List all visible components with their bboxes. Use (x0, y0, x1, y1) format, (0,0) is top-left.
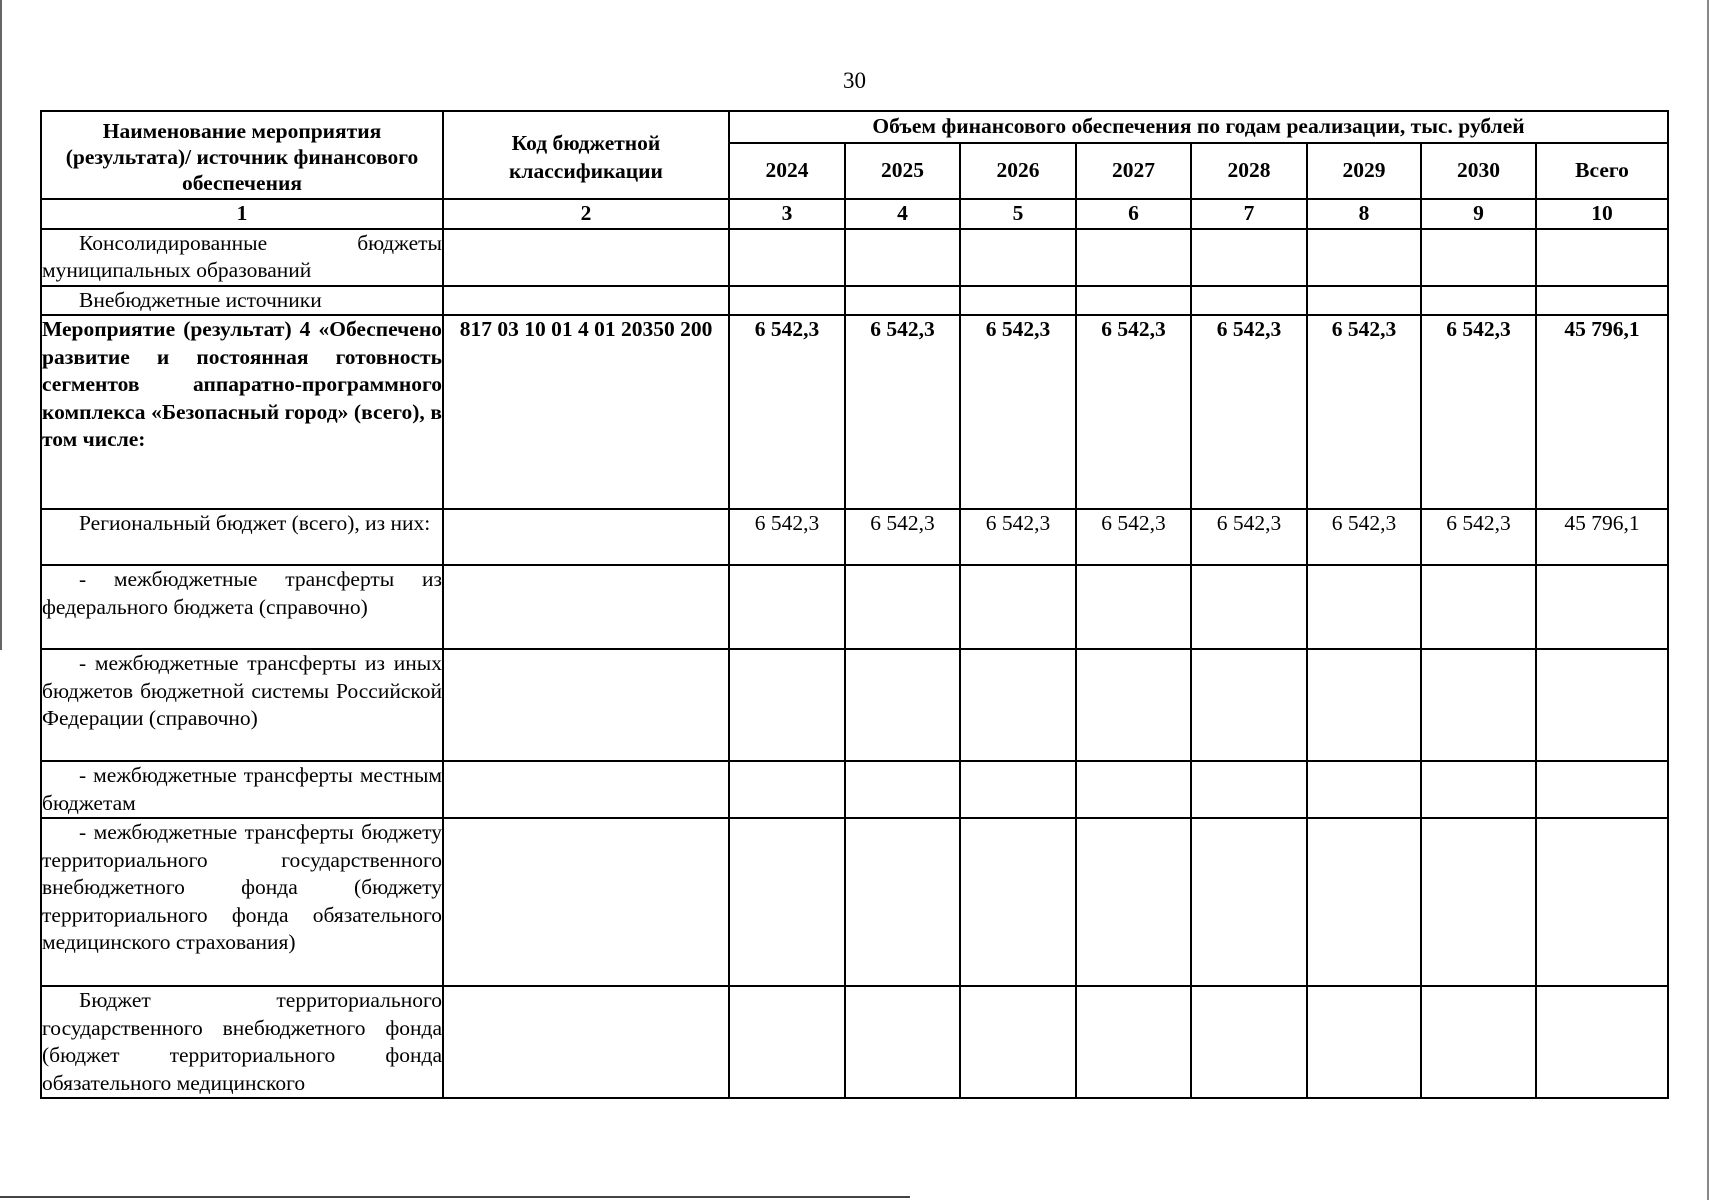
row-value: 6 542,3 (1076, 509, 1191, 565)
table-row (41, 986, 1668, 1098)
row-value (960, 761, 1076, 818)
row-value (1191, 818, 1307, 986)
row-value (1307, 649, 1421, 761)
table-row (41, 649, 1668, 761)
row-value (1421, 986, 1536, 1098)
row-value (1307, 565, 1421, 649)
row-value (960, 649, 1076, 761)
column-number: 6 (1076, 199, 1191, 229)
row-code (443, 565, 729, 649)
header-year: 2029 (1307, 143, 1421, 199)
row-value (1076, 761, 1191, 818)
row-value (1307, 818, 1421, 986)
row-value (1536, 286, 1668, 316)
row-name: Бюджет территориального государственного внебюджетного фонда (бюджет территориального фонда обязательного медицинского (41, 986, 443, 1098)
row-value (1191, 761, 1307, 818)
row-value: 6 542,3 (845, 315, 960, 509)
row-value (1191, 286, 1307, 316)
header-year: 2025 (845, 143, 960, 199)
row-value (1421, 649, 1536, 761)
row-name: Консолидированные бюджеты муниципальных образований (41, 229, 443, 286)
row-code (443, 986, 729, 1098)
column-number: 7 (1191, 199, 1307, 229)
row-value: 45 796,1 (1536, 509, 1668, 565)
row-name: Региональный бюджет (всего), из них: (41, 509, 443, 565)
row-value (1536, 761, 1668, 818)
scan-bottom-line (0, 1196, 910, 1198)
row-code (443, 818, 729, 986)
row-value (1307, 986, 1421, 1098)
row-value (1536, 649, 1668, 761)
row-value (1307, 286, 1421, 316)
row-value (1421, 565, 1536, 649)
row-value (1191, 986, 1307, 1098)
row-name: - межбюджетные трансферты бюджету территориального государственного внебюджетного фонда (бюджету территориального фонда обязательного медицинского страхования) (41, 818, 443, 986)
row-code (443, 761, 729, 818)
scan-left-edge (0, 0, 2, 650)
row-value (1191, 565, 1307, 649)
financing-table (40, 110, 1669, 1099)
row-value (729, 229, 845, 286)
table-row (41, 565, 1668, 649)
row-value: 6 542,3 (729, 315, 845, 509)
column-number: 9 (1421, 199, 1536, 229)
table-row (41, 229, 1668, 286)
header-code: Код бюджетной классификации (443, 111, 729, 199)
row-value (729, 986, 845, 1098)
row-value: 6 542,3 (1076, 315, 1191, 509)
row-value (1076, 286, 1191, 316)
row-value (1536, 565, 1668, 649)
page-number: 30 (843, 68, 866, 93)
row-value (1076, 818, 1191, 986)
row-value (729, 286, 845, 316)
row-value (1536, 229, 1668, 286)
row-value (1307, 761, 1421, 818)
row-value (1076, 229, 1191, 286)
row-value: 6 542,3 (845, 509, 960, 565)
row-value (845, 286, 960, 316)
row-value: 6 542,3 (1421, 315, 1536, 509)
row-value: 6 542,3 (1191, 509, 1307, 565)
row-value: 6 542,3 (1191, 315, 1307, 509)
row-value (1421, 286, 1536, 316)
column-number: 1 (41, 199, 443, 229)
header-total: Всего (1536, 143, 1668, 199)
row-value (845, 761, 960, 818)
row-value (1076, 649, 1191, 761)
row-value: 6 542,3 (960, 315, 1076, 509)
row-value (729, 649, 845, 761)
row-value (960, 565, 1076, 649)
row-value (1191, 649, 1307, 761)
header-row-column-numbers (41, 199, 1668, 229)
row-name: Мероприятие (результат) 4 «Обеспечено развитие и постоянная готовность сегментов аппаратно-программного комплекса «Безопасный город» (всего), в том числе: (41, 315, 443, 509)
row-value: 45 796,1 (1536, 315, 1668, 509)
table-row (41, 286, 1668, 316)
row-value: 6 542,3 (1307, 509, 1421, 565)
header-year: 2027 (1076, 143, 1191, 199)
row-value (1421, 818, 1536, 986)
row-value: 6 542,3 (1307, 315, 1421, 509)
row-value (1307, 229, 1421, 286)
row-value (1191, 229, 1307, 286)
row-value (960, 286, 1076, 316)
row-value (845, 818, 960, 986)
table-row (41, 315, 1668, 509)
table-row (41, 509, 1668, 565)
header-name: Наименование мероприятия (результата)/ источник финансового обеспечения (41, 111, 443, 199)
row-value: 6 542,3 (960, 509, 1076, 565)
row-value (1536, 818, 1668, 986)
header-year: 2026 (960, 143, 1076, 199)
column-number: 4 (845, 199, 960, 229)
row-value (1421, 229, 1536, 286)
column-number: 8 (1307, 199, 1421, 229)
row-value (845, 565, 960, 649)
row-code (443, 286, 729, 316)
column-number: 3 (729, 199, 845, 229)
row-value (960, 818, 1076, 986)
header-row-group (41, 111, 1668, 143)
row-code (443, 649, 729, 761)
row-value (729, 761, 845, 818)
row-name: - межбюджетные трансферты местным бюджетам (41, 761, 443, 818)
header-year: 2024 (729, 143, 845, 199)
row-value (1536, 986, 1668, 1098)
table-row (41, 818, 1668, 986)
row-value: 6 542,3 (1421, 509, 1536, 565)
row-value (845, 229, 960, 286)
row-code (443, 509, 729, 565)
header-volume-group: Объем финансового обеспечения по годам реализации, тыс. рублей (729, 111, 1668, 143)
row-value (1076, 986, 1191, 1098)
table-row (41, 761, 1668, 818)
column-number: 2 (443, 199, 729, 229)
row-value (729, 565, 845, 649)
row-value (1076, 565, 1191, 649)
column-number: 5 (960, 199, 1076, 229)
row-name: - межбюджетные трансферты из иных бюджетов бюджетной системы Российской Федерации (справочно) (41, 649, 443, 761)
row-value (960, 229, 1076, 286)
row-value: 6 542,3 (729, 509, 845, 565)
row-value (1421, 761, 1536, 818)
row-value (845, 986, 960, 1098)
row-name: - межбюджетные трансферты из федерального бюджета (справочно) (41, 565, 443, 649)
header-year: 2028 (1191, 143, 1307, 199)
row-name: Внебюджетные источники (41, 286, 443, 316)
row-value (960, 986, 1076, 1098)
row-code: 817 03 10 01 4 01 20350 200 (443, 315, 729, 509)
row-code (443, 229, 729, 286)
row-value (729, 818, 845, 986)
row-value (845, 649, 960, 761)
header-year: 2030 (1421, 143, 1536, 199)
column-number: 10 (1536, 199, 1668, 229)
